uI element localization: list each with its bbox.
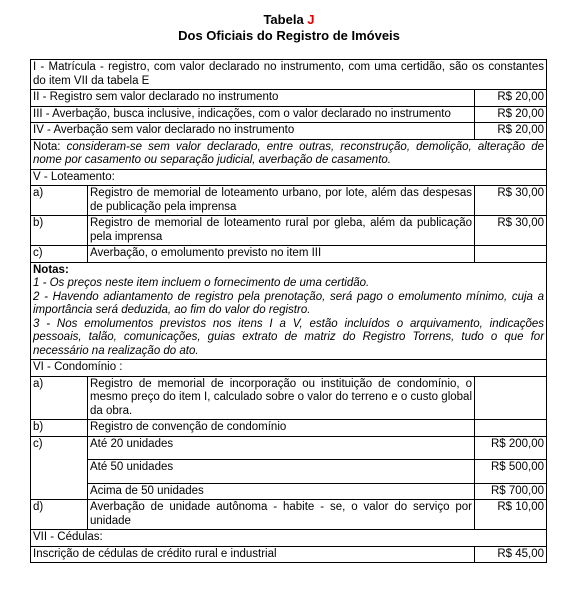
table-row	[31, 246, 547, 263]
note-label: Nota:	[33, 140, 61, 153]
table-row	[31, 376, 547, 420]
row-note	[31, 139, 547, 169]
note-text: consideram-se sem valor declarado, entre outras, reconstrução, demolição, alteração de nome por casamento ou separação judicial, averbação de casamento.	[33, 140, 545, 166]
row-text: IV - Averbação sem valor declarado no instrumento	[31, 123, 475, 140]
table-row	[31, 360, 547, 377]
row-text: I - Matrícula - registro, com valor declarado no instrumento, com uma certidão, são os constantes do item VII da tabela E	[31, 60, 547, 90]
row-code: b)	[31, 216, 88, 246]
row-price: R$ 500,00	[475, 460, 547, 484]
notes-label: Notas:	[33, 263, 69, 276]
row-text: Acima de 50 unidades	[88, 483, 475, 500]
section-heading: VI - Condomínio :	[31, 360, 547, 377]
row-text: Inscrição de cédulas de crédito rural e industrial	[31, 546, 475, 563]
row-text: Registro de memorial de incorporação ou instituição de condomínio, o mesmo preço do item I, calculado sobre o valor do terreno e o custo global da obra.	[88, 376, 475, 420]
note-item: 3 - Nos emolumentos previstos nos itens I a V, estão incluídos o arquivamento, indicações pessoais, talão, comunicações, guias extrato de matriz do Registro Torrens, tudo o que for necessário na realização do ato.	[33, 317, 545, 357]
row-text: Até 20 unidades	[88, 436, 475, 460]
table-header	[0, 12, 578, 44]
table-row	[31, 106, 547, 123]
table-row	[31, 123, 547, 140]
table-row	[31, 530, 547, 547]
section-heading: V - Loteamento:	[31, 169, 547, 186]
row-code: b)	[31, 420, 88, 437]
section-heading: VII - Cédulas:	[31, 530, 547, 547]
row-text: Registro de memorial de loteamento urbano, por lote, além das despesas de publicação pela imprensa	[88, 186, 475, 216]
row-code: a)	[31, 376, 88, 420]
row-code: c)	[31, 436, 88, 500]
row-text: Até 50 unidades	[88, 460, 475, 484]
table-row	[31, 139, 547, 169]
row-text: III - Averbação, busca inclusive, indicações, com o valor declarado no instrumento	[31, 106, 475, 123]
table-row	[31, 60, 547, 90]
notes-block	[31, 262, 547, 360]
table-row	[31, 500, 547, 530]
row-price: R$ 700,00	[475, 483, 547, 500]
row-text: II - Registro sem valor declarado no instrumento	[31, 90, 475, 107]
row-code: d)	[31, 500, 88, 530]
page-title	[0, 12, 578, 28]
row-price: R$ 30,00	[475, 186, 547, 216]
title-letter: J	[307, 12, 315, 27]
table-row	[31, 420, 547, 437]
table-row	[31, 436, 547, 460]
row-price: R$ 10,00	[475, 500, 547, 530]
table-row	[31, 90, 547, 107]
row-price: R$ 20,00	[475, 123, 547, 140]
row-text: Registro de convenção de condomínio	[88, 420, 475, 437]
row-text: Averbação, o emolumento previsto no item III	[88, 246, 475, 263]
row-price: R$ 30,00	[475, 216, 547, 246]
title-prefix: Tabela	[263, 12, 304, 27]
row-code: c)	[31, 246, 88, 263]
note-item: 2 - Havendo adiantamento de registro pela prenotação, será pago o emolumento mínimo, cuja a importância será deduzida, ao fim do valor do registro.	[33, 290, 545, 316]
row-price: R$ 20,00	[475, 106, 547, 123]
row-price: R$ 45,00	[475, 546, 547, 563]
table-row	[31, 216, 547, 246]
note-item: 1 - Os preços neste item incluem o fornecimento de uma certidão.	[33, 277, 370, 289]
table-row	[31, 186, 547, 216]
row-text: Registro de memorial de loteamento rural por gleba, além da publicação pela imprensa	[88, 216, 475, 246]
table-row	[31, 460, 547, 484]
fee-table	[30, 59, 547, 563]
row-price	[475, 246, 547, 263]
page-subtitle: Dos Oficiais do Registro de Imóveis	[178, 28, 400, 43]
row-price	[475, 420, 547, 437]
row-price	[475, 376, 547, 420]
table-row	[31, 169, 547, 186]
table-row	[31, 262, 547, 360]
row-code: a)	[31, 186, 88, 216]
row-price: R$ 20,00	[475, 90, 547, 107]
row-price: R$ 200,00	[475, 436, 547, 460]
row-text: Averbação de unidade autônoma - habite - se, o valor do serviço por unidade	[88, 500, 475, 530]
table-row	[31, 483, 547, 500]
table-row	[31, 546, 547, 563]
